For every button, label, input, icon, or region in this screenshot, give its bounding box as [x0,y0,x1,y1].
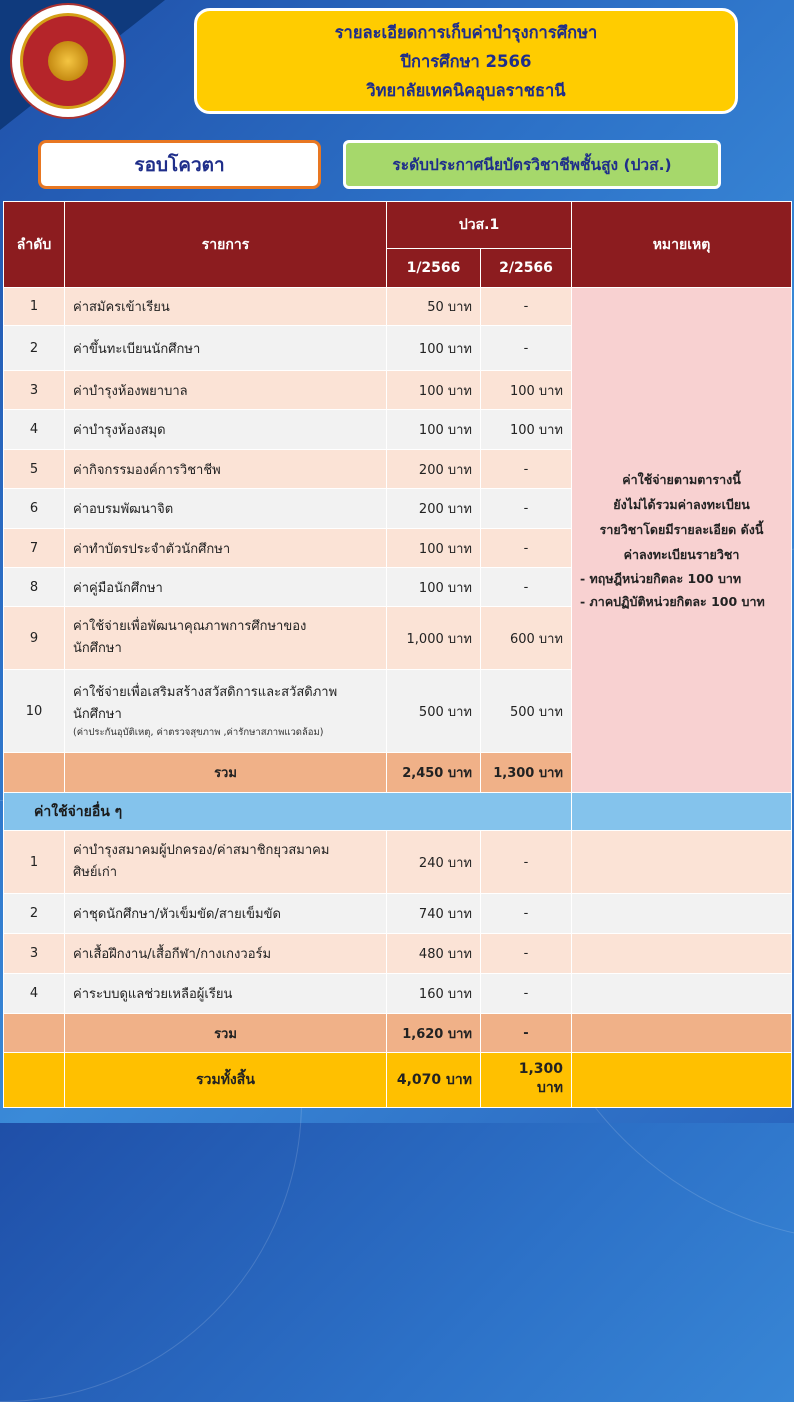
row-item: ค่าทำบัตรประจำตัวนักศึกษา [65,529,387,568]
sum-no [4,753,65,793]
row-no: 2 [4,894,65,934]
row-no: 4 [4,410,65,450]
row-term2: - [481,831,572,894]
row-term2: - [481,450,572,489]
sum-term1: 1,620 บาท [387,1014,481,1053]
section-note [572,793,792,831]
row-item-line: ค่าใช้จ่ายเพื่อพัฒนาคุณภาพการศึกษาของ [73,619,307,634]
row-item: ค่าระบบดูแลช่วยเหลือผู้เรียน [65,974,387,1014]
row-item: ค่าคู่มือนักศึกษา [65,568,387,607]
sum-note [572,1014,792,1053]
row-term2: - [481,974,572,1014]
row-item: ค่ากิจกรรมองค์การวิชาชีพ [65,450,387,489]
college-emblem-icon [10,3,126,119]
table-row [4,934,792,974]
row-term2: - [481,288,572,326]
note-line: ค่าลงทะเบียนรายวิชา [623,547,740,562]
note-bullet: - ภาคปฏิบัติหน่วยกิตละ 100 บาท [580,594,765,609]
title-banner [194,8,738,114]
row-item: ค่าสมัครเข้าเรียน [65,288,387,326]
row-term1: 1,000 บาท [387,607,481,670]
row-term1: 50 บาท [387,288,481,326]
row-term1: 240 บาท [387,831,481,894]
header-note: หมายเหตุ [572,202,792,288]
note-line: ค่าใช้จ่ายตามตารางนี้ [622,472,741,487]
row-item-line: ค่าใช้จ่ายเพื่อเสริมสร้างสวัสดิการและสวัสดิภาพ [73,685,338,700]
row-term2: - [481,568,572,607]
row-term2: 100 บาท [481,410,572,450]
row-item: ค่าอบรมพัฒนาจิต [65,489,387,529]
header-term2: 2/2566 [481,249,572,288]
row-no: 2 [4,326,65,371]
sum-row [4,1014,792,1053]
row-term1: 740 บาท [387,894,481,934]
row-item: ค่าเสื้อฝึกงาน/เสื้อกีฬา/กางเกงวอร์ม [65,934,387,974]
header-term1: 1/2566 [387,249,481,288]
title-line: ปีการศึกษา 2566 [400,51,532,71]
row-no: 3 [4,371,65,410]
row-term2: - [481,894,572,934]
fee-table [3,201,792,1108]
row-term1: 160 บาท [387,974,481,1014]
row-item [65,670,387,753]
row-no: 3 [4,934,65,974]
row-term1: 200 บาท [387,450,481,489]
row-item-line: นักศึกษา [73,707,122,722]
row-no: 1 [4,288,65,326]
row-term1: 100 บาท [387,568,481,607]
row-term2: 600 บาท [481,607,572,670]
row-note [572,974,792,1014]
grand-total-term2: 1,300 บาท [481,1053,572,1108]
row-no: 1 [4,831,65,894]
row-term1: 100 บาท [387,326,481,371]
row-no: 8 [4,568,65,607]
sum-no [4,1014,65,1053]
table-row [4,831,792,894]
title-line: รายละเอียดการเก็บค่าบำรุงการศึกษา [334,22,598,42]
sum-term2: - [481,1014,572,1053]
header-item: รายการ [65,202,387,288]
row-item-line: นักศึกษา [73,641,122,656]
row-term2: - [481,934,572,974]
note-line: รายวิชาโดยมีรายละเอียด ดังนี้ [599,522,764,537]
row-no: 5 [4,450,65,489]
row-term1: 100 บาท [387,371,481,410]
row-term2: 100 บาท [481,371,572,410]
row-no: 6 [4,489,65,529]
row-term2: 500 บาท [481,670,572,753]
row-item: ค่าบำรุงห้องสมุด [65,410,387,450]
row-term1: 100 บาท [387,529,481,568]
title-line: วิทยาลัยเทคนิคอุบลราชธานี [366,80,566,100]
section-row [4,793,792,831]
row-no: 9 [4,607,65,670]
table-row [4,288,792,326]
row-no: 7 [4,529,65,568]
sum-term2: 1,300 บาท [481,753,572,793]
row-item-sub: (ค่าประกันอุบัติเหตุ, ค่าตรวจสุขภาพ ,ค่ารักษาสภาพแวดล้อม) [73,727,324,738]
row-term1: 480 บาท [387,934,481,974]
round-label: รอบโควตา [38,140,321,189]
row-item-line: ค่าบำรุงสมาคมผู้ปกครอง/ค่าสมาชิกยุวสมาคม [73,843,330,858]
header-no: ลำดับ [4,202,65,288]
grand-total-row [4,1053,792,1108]
table-row [4,974,792,1014]
sum-term1: 2,450 บาท [387,753,481,793]
row-item: ค่าชุดนักศึกษา/หัวเข็มขัด/สายเข็มขัด [65,894,387,934]
total-note [572,1053,792,1108]
note-line: ยังไม่ได้รวมค่าลงทะเบียน [613,497,750,512]
row-note [572,934,792,974]
total-no [4,1053,65,1108]
row-term2: - [481,529,572,568]
sum-label: รวม [65,1014,387,1053]
note-cell [572,288,792,793]
row-no: 4 [4,974,65,1014]
row-term1: 200 บาท [387,489,481,529]
section-title: ค่าใช้จ่ายอื่น ๆ [4,793,572,831]
row-item: ค่าขึ้นทะเบียนนักศึกษา [65,326,387,371]
table-row [4,894,792,934]
sum-label: รวม [65,753,387,793]
header-group: ปวส.1 [387,202,572,249]
row-term1: 500 บาท [387,670,481,753]
row-term1: 100 บาท [387,410,481,450]
row-item [65,607,387,670]
row-term2: - [481,489,572,529]
row-note [572,831,792,894]
level-label: ระดับประกาศนียบัตรวิชาชีพชั้นสูง (ปวส.) [343,140,721,189]
note-bullet: - ทฤษฎีหน่วยกิตละ 100 บาท [580,571,742,586]
row-item: ค่าบำรุงห้องพยาบาล [65,371,387,410]
row-term2: - [481,326,572,371]
row-no: 10 [4,670,65,753]
grand-total-label: รวมทั้งสิ้น [65,1053,387,1108]
row-note [572,894,792,934]
row-item [65,831,387,894]
row-item-line: ศิษย์เก่า [73,865,118,880]
grand-total-term1: 4,070 บาท [387,1053,481,1108]
